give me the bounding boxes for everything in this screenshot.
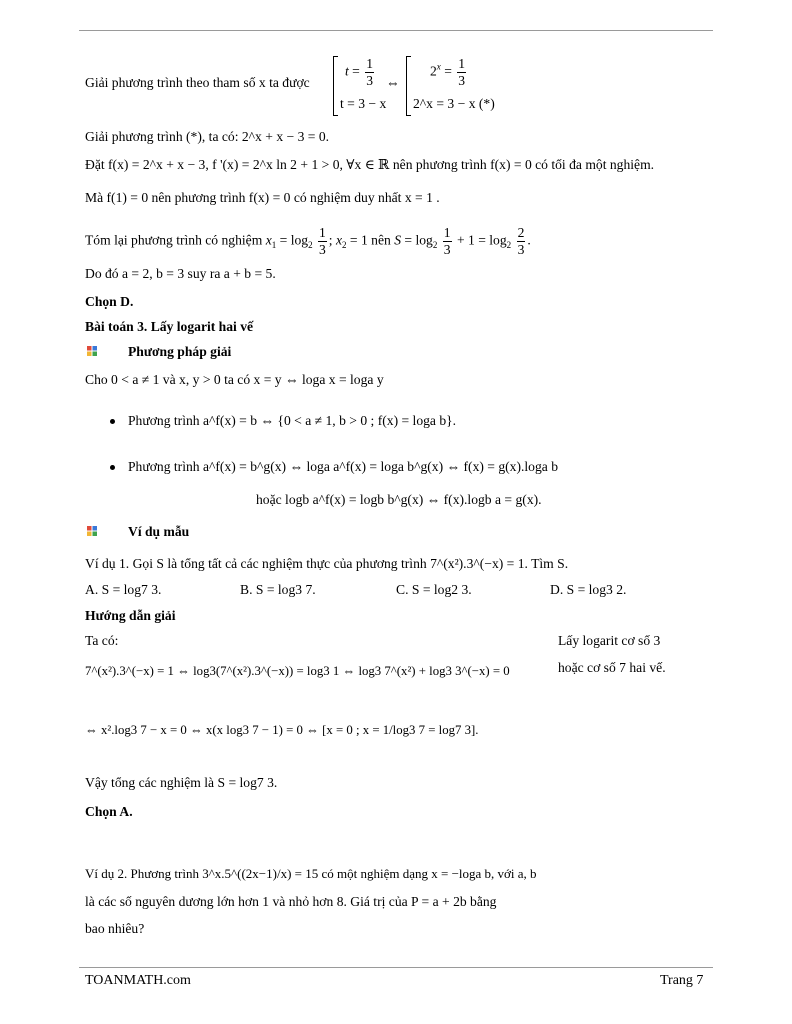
line-17: Ta có:	[85, 633, 119, 648]
option-d: D. S = log3 2.	[550, 582, 627, 597]
line-5: Tóm lại phương trình có nghiệm $x_1 = \log_2$ $\frac{1}{3}$ ; $x_2 = 1$ nên $S = \log_2$ $\frac{1}{3}$ + $1 = \log_2$ $\frac{2}{3}$ .	[85, 225, 531, 257]
option-b: B. S = log3 7.	[240, 582, 316, 597]
bullet-1	[110, 419, 115, 424]
bullet-2	[110, 465, 115, 470]
line-13: hoặc logb a^f(x) = logb b^g(x) ⇔ f(x).logb a = g(x).	[256, 492, 542, 507]
side-note-1: Lấy logarit cơ số 3	[558, 633, 661, 648]
line-12: Phương trình a^f(x) = b^g(x) ⇔ loga a^f(x) = loga b^g(x) ⇔ f(x) = g(x).loga b	[128, 459, 559, 474]
choice-d: Chọn D.	[85, 294, 134, 309]
footer-page: Trang 7	[660, 973, 704, 988]
line-2: Giải phương trình (*), ta có: 2^x + x − 3 = 0.	[85, 129, 330, 144]
footer-rule	[79, 967, 713, 968]
line-23: là các số nguyên dương lớn hơn 1 và nhỏ hơn 8. Giá trị của P = a + 2b bằng	[85, 894, 497, 909]
line-3: Đặt f(x) = 2^x + x − 3, f '(x) = 2^x ln 2 + 1 > 0, ∀x ∈ ℝ nên phương trình f(x) = 0 có tối đa một nghiệm.	[85, 157, 655, 172]
method-icon	[87, 346, 97, 356]
line-10: Cho 0 < a ≠ 1 và x, y > 0 ta có x = y ⇔ loga x = loga y	[85, 372, 384, 387]
line-24: bao nhiêu?	[85, 921, 145, 936]
system-2-row-2: 2^x = 3 − x (*)	[413, 96, 495, 111]
examples-heading: Ví dụ mẫu	[128, 524, 190, 539]
line-18: 7^(x²).3^(−x) = 1 ⇔ log3(7^(x²).3^(−x)) = log3 1 ⇔ log3 7^(x²) + log3 3^(−x) = 0	[85, 664, 510, 678]
line-11: Phương trình a^f(x) = b ⇔ {0 < a ≠ 1, b > 0 ; f(x) = loga b}.	[128, 413, 457, 428]
option-c: C. S = log2 3.	[396, 582, 472, 597]
system-bracket-2	[406, 56, 411, 116]
line-4: Mà f(1) = 0 nên phương trình f(x) = 0 có nghiệm duy nhất x = 1 .	[85, 190, 440, 205]
footer-site: TOANMATH.com	[85, 973, 191, 988]
line-19: ⇔ x².log3 7 − x = 0 ⇔ x(x log3 7 − 1) = 0 ⇔ [x = 0 ; x = 1/log3 7 = log7 3].	[85, 723, 479, 737]
line-1-text: Giải phương trình theo tham số x ta được	[85, 75, 310, 90]
system-1-row-2: t = 3 − x	[340, 96, 387, 111]
line-6: Do đó a = 2, b = 3 suy ra a + b = 5.	[85, 266, 276, 281]
section-title: Bài toán 3. Lấy logarit hai vế	[85, 319, 254, 334]
system-2-row-1: $2^x$ = $\frac{1}{3}$	[430, 56, 466, 88]
line-20: Vậy tổng các nghiệm là S = log7 3.	[85, 775, 278, 790]
system-1-row-1: t = $\frac{1}{3}$	[345, 56, 374, 88]
method-heading: Phương pháp giải	[128, 344, 232, 359]
option-a: A. S = log7 3.	[85, 582, 162, 597]
choice-a: Chọn A.	[85, 804, 133, 819]
example-1: Ví dụ 1. Gọi S là tổng tất cả các nghiệm thực của phương trình 7^(x²).3^(−x) = 1. Tìm S.	[85, 556, 569, 571]
line-1	[85, 75, 310, 91]
header-rule	[79, 30, 713, 31]
example-2: Ví dụ 2. Phương trình 3^x.5^((2x−1)/x) = 15 có một nghiệm dạng x = −loga b, với a, b	[85, 866, 537, 881]
side-note-2: hoặc cơ số 7 hai vế.	[558, 660, 666, 675]
equiv-symbol: ⇔	[386, 75, 400, 90]
system-bracket-1	[333, 56, 338, 116]
solution-heading: Hướng dẫn giải	[85, 608, 176, 623]
example-icon	[87, 526, 97, 536]
